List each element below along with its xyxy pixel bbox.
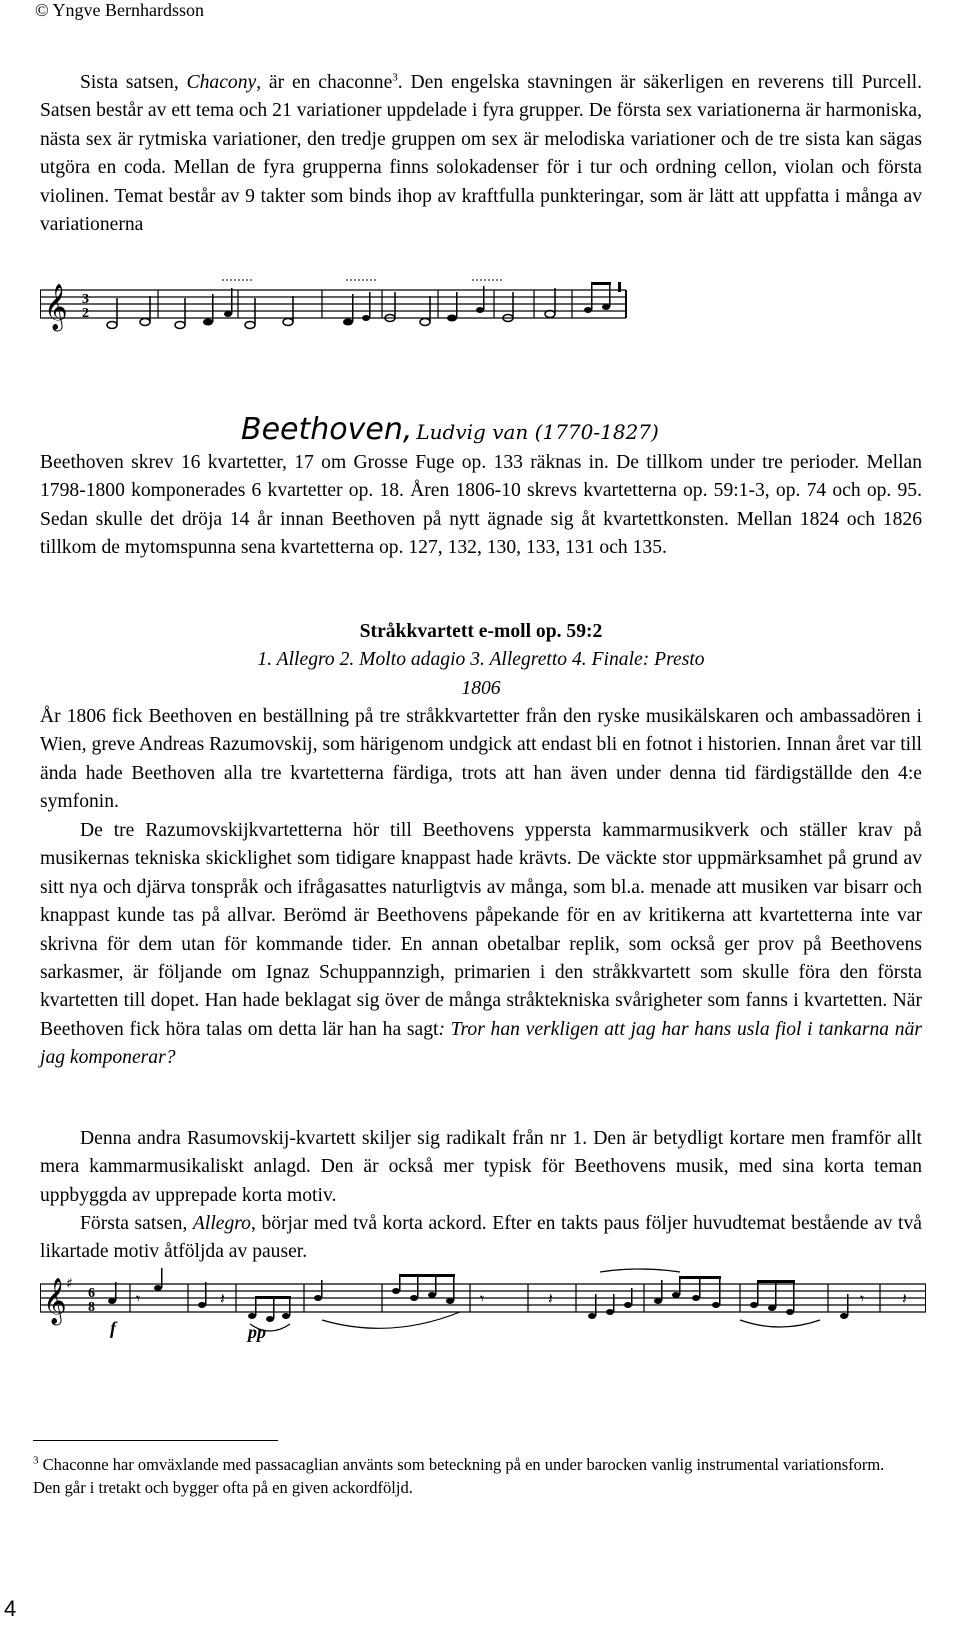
rest-icon: 𝄾 xyxy=(136,1289,141,1308)
paragraph-second-quartet: Denna andra Rasumovskij-kvartett skiljer sig radikalt från nr 1. Den är betydligt kortare men framför allt mera kammarmusikaliskt anlagd. Den är också mer typisk för Beethovens musik, med sina korta teman uppbyggda av upprepade korta motiv. xyxy=(40,1128,922,1206)
time-sig-top: 3 xyxy=(82,292,89,307)
rest-icon: 𝄽 xyxy=(902,1289,907,1308)
dynamic-forte: f xyxy=(110,1318,116,1338)
footnote xyxy=(33,1453,913,1499)
beethoven-quote: : Tror han verkligen att jag har hans usla fiol i tankarna när jag komponerar? xyxy=(40,1018,923,1069)
copyright-header: © Yngve Bernhardsson xyxy=(35,0,204,20)
rest-icon: 𝄾 xyxy=(860,1289,865,1308)
composer-name: Beethoven, xyxy=(241,412,413,447)
movement-name: Chacony xyxy=(186,72,257,93)
movement-name: Allegro xyxy=(192,1213,251,1234)
rest-icon: 𝄾 xyxy=(480,1289,485,1308)
music-staff-allegro xyxy=(40,1268,926,1348)
footnote-divider xyxy=(33,1440,278,1441)
movements-list: 1. Allegro 2. Molto adagio 3. Allegretto 4. Finale: Presto xyxy=(257,649,705,670)
time-sig-bottom: 8 xyxy=(88,1300,95,1315)
footnote-ref[interactable]: 3 xyxy=(392,71,398,84)
text-run: Första satsen, xyxy=(80,1213,193,1234)
text-run: , är en chaconne xyxy=(256,72,393,93)
music-staff-chacony xyxy=(40,276,926,336)
text-run: . Den engelska stavningen är säkerligen en reverens till Purcell. Satsen består av ett tema och 21 variationer uppdelade i fyra grupper. De första sex variationerna är harmoniska, nästa sex är rytmiska variationer, den tredje gruppen om sex är melodiska variationer och de tre sista kan sägas utgöra en coda. Mellan de fyra grupperna finns solokadenser för i tur och ordning cellon, violan och första violinen. Temat består av 9 takter som binds ihop av kraftfulla punkteringar, som är lätt att uppfatta i många av variationerna xyxy=(40,72,922,236)
treble-clef-icon: 𝄞 xyxy=(44,284,68,330)
time-sig-top: 6 xyxy=(88,1286,95,1301)
paragraph-commission: År 1806 fick Beethoven en beställning på tre stråkkvartetter från den ryske musikälskaren och ambassadören i Wien, greve Andreas Razumovskij, som härigenom undgick att endast bli en fotnot i historien. Innan året var till ända hade Beethoven alla tre kvartetterna färdiga, trots att han även under denna tid färdigställde den 4:e symfonin. xyxy=(40,706,922,813)
sharp-icon: ♯ xyxy=(66,1276,73,1292)
rest-icon: 𝄽 xyxy=(220,1289,225,1308)
work-year: 1806 xyxy=(461,678,501,699)
rest-icon: 𝄽 xyxy=(548,1289,553,1308)
text-run: , börjar med två korta ackord. Efter en takts paus följer huvudtemat bestående av två likartade motiv åtföljda av pauser. xyxy=(40,1213,922,1263)
text-run: Sista satsen, xyxy=(80,72,187,93)
dynamic-pianissimo: pp xyxy=(248,1322,266,1342)
footnote-text: Chaconne har omväxlande med passacaglian använts som beteckning på en under barocken vanlig instrumental variationsform. Den går i tretakt och bygger ofta på en given ackordföljd. xyxy=(33,1455,885,1497)
footnote-number: 3 xyxy=(33,1454,39,1467)
page-number: 4 xyxy=(4,1596,17,1621)
composer-dates: Ludvig van (1770-1827) xyxy=(416,420,659,444)
composer-heading xyxy=(241,412,659,447)
paragraph-razumovsky xyxy=(40,817,922,1073)
time-sig-bottom: 2 xyxy=(82,306,89,321)
paragraph-first-movement xyxy=(40,1210,922,1267)
treble-clef-icon: 𝄞 xyxy=(43,1278,67,1324)
text-run: De tre Razumovskijkvartetterna hör till Beethovens yppersta kammarmusikverk och ställer krav på musikernas tekniska skicklighet som tidigare knappast hade krävts. De väckte stor uppmärksamhet på grund av sitt nya och djärva tonspråk och ifrågasattes naturligtvis av många, som bl.a. menade att musiken var bisarr och knappast kunde tas på allvar. Berömd är Beethovens påpekande för en av kritikerna att kvartetterna inte var skrivna för dem utan för kommande tider. En annan obetalbar replik, som också ger prov på Beethovens sarkasmer, är följande om Ignaz Schuppannzigh, primarien i den stråkkvartett som skulle föra den första kvartetten till dopet. Han hade beklagat sig över de många stråktekniska svårigheter som fanns i kvartetten. När Beethoven fick höra talas om detta lär han ha sagt xyxy=(40,820,922,1040)
work-title: Stråkkvartett e-moll op. 59:2 xyxy=(359,621,603,642)
paragraph-beethoven-intro: Beethoven skrev 16 kvartetter, 17 om Grosse Fuge op. 133 räknas in. De tillkom under tre perioder. Mellan 1798-1800 komponerades 6 kvartetter op. 18. Åren 1806-10 skrevs kvartetterna op. 59:1-3, op. 74 och op. 95. Sedan skulle det dröja 14 år innan Beethoven på nytt ägnade sig åt kvartettkonsten. Mellan 1824 och 1826 tillkom de mytomspunna sena kvartetterna op. 127, 132, 130, 133, 131 och 135. xyxy=(40,452,922,559)
paragraph-chacony xyxy=(40,69,922,239)
